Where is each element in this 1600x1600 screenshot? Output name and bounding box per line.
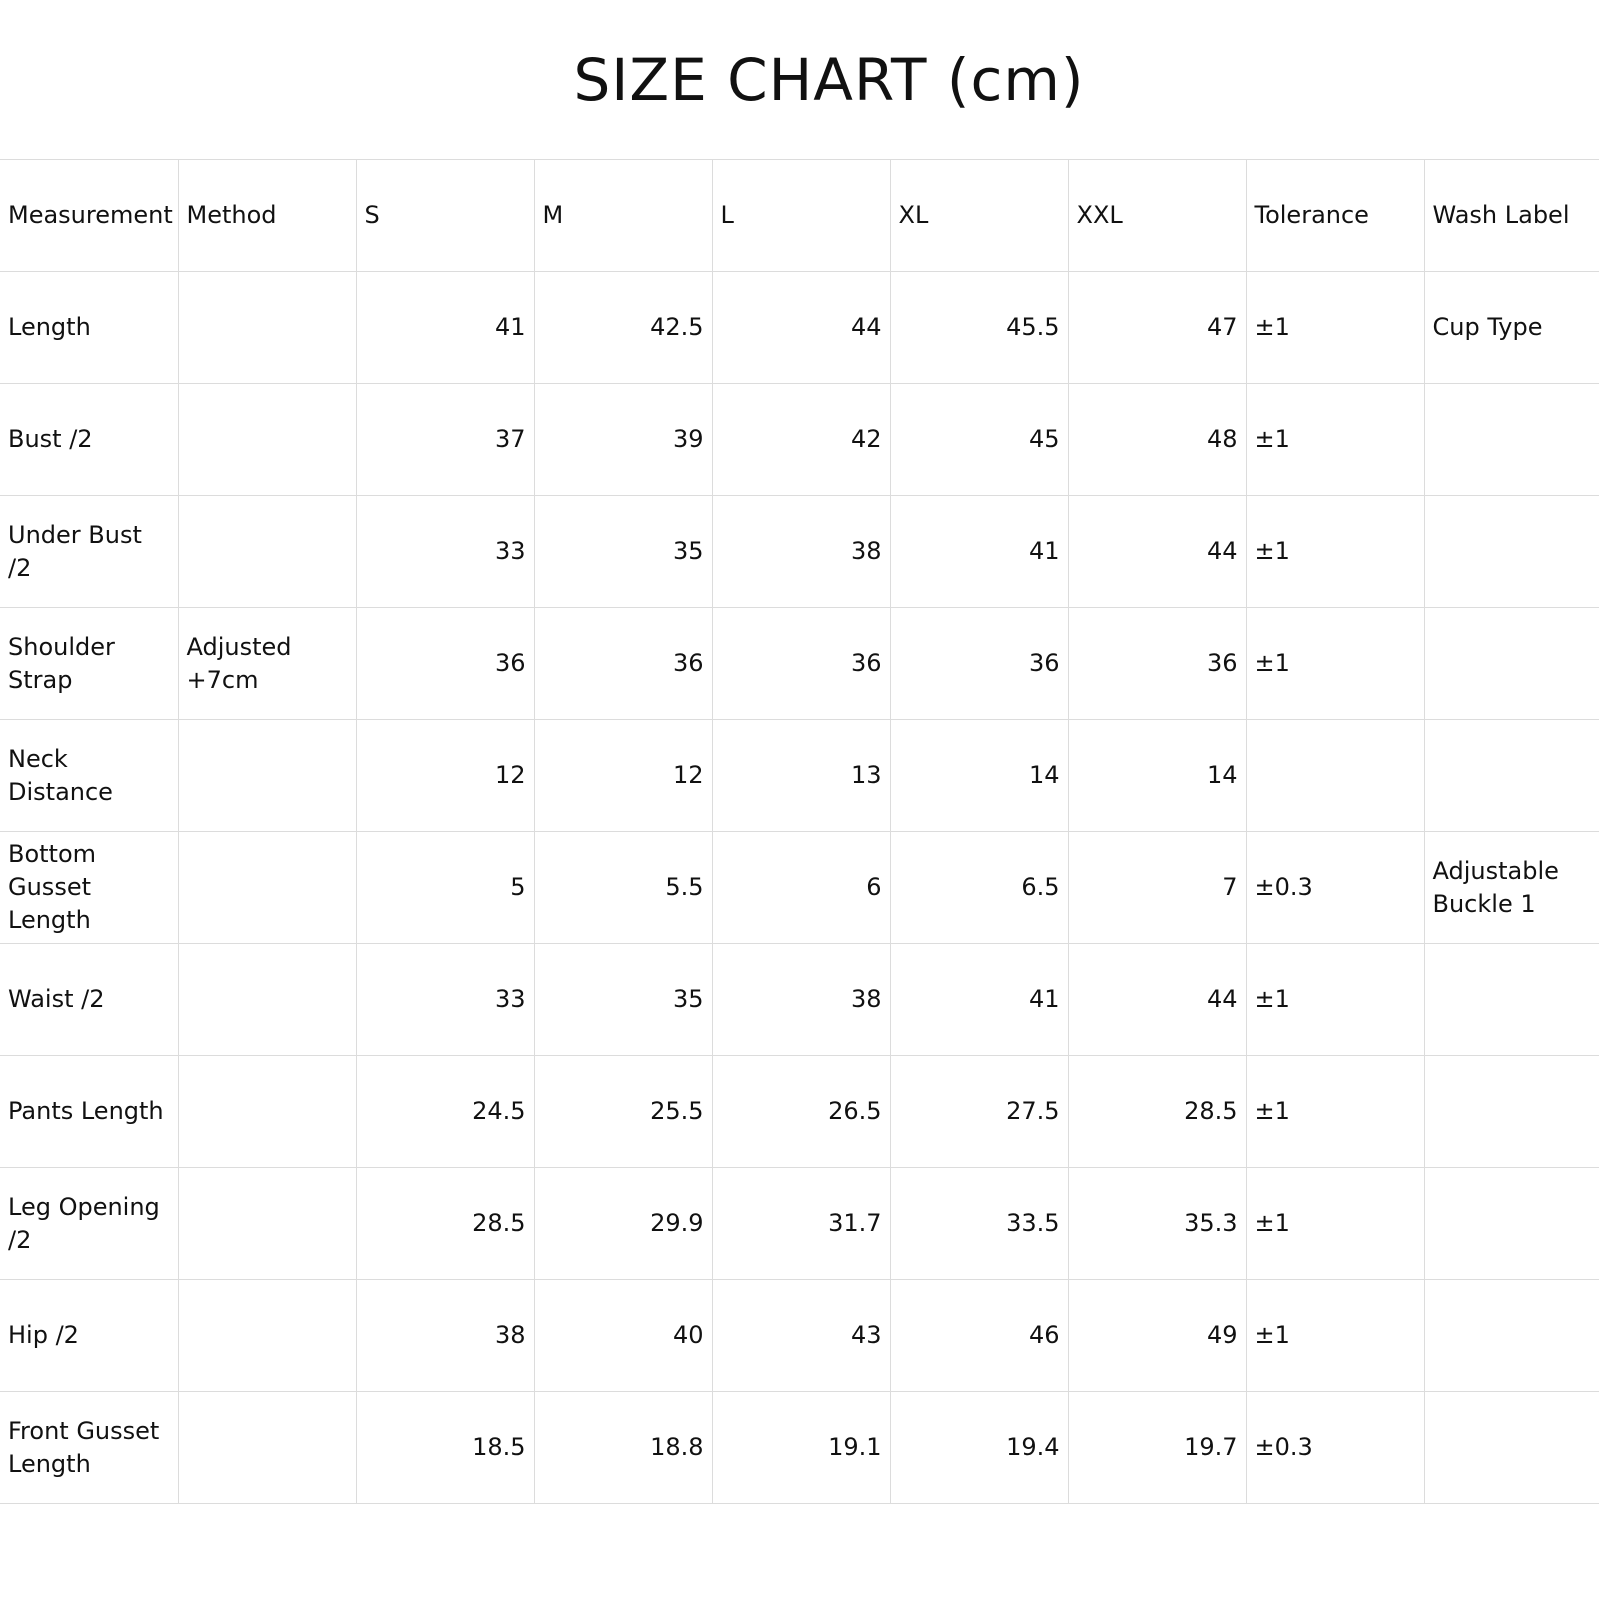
cell-method — [178, 1392, 356, 1504]
cell-size-m: 35 — [534, 496, 712, 608]
cell-size-xxl: 19.7 — [1068, 1392, 1246, 1504]
header-size-xxl: XXL — [1068, 160, 1246, 272]
cell-size-l: 31.7 — [712, 1168, 890, 1280]
header-size-xl: XL — [890, 160, 1068, 272]
cell-wash-label — [1424, 384, 1599, 496]
cell-method — [178, 384, 356, 496]
table-header-row — [0, 160, 1599, 272]
cell-wash-label — [1424, 1056, 1599, 1168]
header-size-s: S — [356, 160, 534, 272]
cell-size-l: 43 — [712, 1280, 890, 1392]
cell-wash-label: Cup Type — [1424, 272, 1599, 384]
table-row — [0, 1056, 1599, 1168]
cell-wash-label — [1424, 608, 1599, 720]
cell-size-m: 39 — [534, 384, 712, 496]
header-size-l: L — [712, 160, 890, 272]
cell-tolerance — [1246, 720, 1424, 832]
cell-measurement: Shoulder Strap — [0, 608, 178, 720]
table-row — [0, 944, 1599, 1056]
cell-size-xl: 36 — [890, 608, 1068, 720]
cell-size-xl: 45 — [890, 384, 1068, 496]
cell-size-l: 42 — [712, 384, 890, 496]
cell-measurement: Length — [0, 272, 178, 384]
cell-size-xxl: 14 — [1068, 720, 1246, 832]
cell-size-m: 29.9 — [534, 1168, 712, 1280]
cell-size-xxl: 47 — [1068, 272, 1246, 384]
cell-size-m: 25.5 — [534, 1056, 712, 1168]
header-size-m: M — [534, 160, 712, 272]
cell-size-m: 12 — [534, 720, 712, 832]
cell-tolerance: ±0.3 — [1246, 832, 1424, 944]
table-row — [0, 608, 1599, 720]
cell-tolerance: ±1 — [1246, 384, 1424, 496]
cell-size-s: 33 — [356, 496, 534, 608]
cell-method — [178, 1056, 356, 1168]
cell-measurement: Front Gusset Length — [0, 1392, 178, 1504]
cell-wash-label: Adjustable Buckle 1 — [1424, 832, 1599, 944]
cell-measurement: Hip /2 — [0, 1280, 178, 1392]
table-row — [0, 720, 1599, 832]
cell-size-xxl: 44 — [1068, 496, 1246, 608]
cell-measurement: Bottom Gusset Length — [0, 832, 178, 944]
cell-size-xxl: 44 — [1068, 944, 1246, 1056]
cell-size-m: 35 — [534, 944, 712, 1056]
cell-tolerance: ±1 — [1246, 1056, 1424, 1168]
cell-size-m: 5.5 — [534, 832, 712, 944]
table-row — [0, 832, 1599, 944]
cell-size-m: 42.5 — [534, 272, 712, 384]
cell-tolerance: ±1 — [1246, 496, 1424, 608]
cell-wash-label — [1424, 1280, 1599, 1392]
cell-size-xl: 46 — [890, 1280, 1068, 1392]
cell-size-s: 18.5 — [356, 1392, 534, 1504]
cell-size-l: 19.1 — [712, 1392, 890, 1504]
cell-method — [178, 272, 356, 384]
cell-size-xl: 41 — [890, 496, 1068, 608]
cell-size-xl: 45.5 — [890, 272, 1068, 384]
cell-size-xl: 19.4 — [890, 1392, 1068, 1504]
cell-measurement: Pants Length — [0, 1056, 178, 1168]
cell-size-l: 38 — [712, 496, 890, 608]
cell-size-m: 36 — [534, 608, 712, 720]
cell-method — [178, 1280, 356, 1392]
cell-size-m: 40 — [534, 1280, 712, 1392]
cell-measurement: Bust /2 — [0, 384, 178, 496]
cell-size-s: 38 — [356, 1280, 534, 1392]
table-row — [0, 1392, 1599, 1504]
cell-size-s: 41 — [356, 272, 534, 384]
cell-tolerance: ±1 — [1246, 272, 1424, 384]
cell-size-l: 13 — [712, 720, 890, 832]
size-chart-table — [0, 159, 1599, 1504]
cell-size-s: 33 — [356, 944, 534, 1056]
cell-method — [178, 496, 356, 608]
cell-tolerance: ±1 — [1246, 608, 1424, 720]
cell-tolerance: ±1 — [1246, 1168, 1424, 1280]
header-tolerance: Tolerance — [1246, 160, 1424, 272]
cell-method: Adjusted +7cm — [178, 608, 356, 720]
cell-size-l: 38 — [712, 944, 890, 1056]
cell-wash-label — [1424, 720, 1599, 832]
cell-size-xxl: 7 — [1068, 832, 1246, 944]
cell-wash-label — [1424, 1168, 1599, 1280]
cell-size-xl: 33.5 — [890, 1168, 1068, 1280]
page-title: SIZE CHART (cm) — [573, 46, 1085, 114]
cell-measurement: Waist /2 — [0, 944, 178, 1056]
table-row — [0, 1168, 1599, 1280]
cell-size-s: 37 — [356, 384, 534, 496]
table-row — [0, 272, 1599, 384]
cell-size-xxl: 35.3 — [1068, 1168, 1246, 1280]
cell-size-l: 36 — [712, 608, 890, 720]
cell-tolerance: ±1 — [1246, 1280, 1424, 1392]
cell-tolerance: ±1 — [1246, 944, 1424, 1056]
cell-wash-label — [1424, 944, 1599, 1056]
cell-size-l: 44 — [712, 272, 890, 384]
header-method: Method — [178, 160, 356, 272]
cell-size-s: 12 — [356, 720, 534, 832]
cell-size-xxl: 48 — [1068, 384, 1246, 496]
header-measurement: Measurement — [0, 160, 178, 272]
cell-measurement: Neck Distance — [0, 720, 178, 832]
table-row — [0, 496, 1599, 608]
cell-size-xxl: 36 — [1068, 608, 1246, 720]
cell-size-l: 26.5 — [712, 1056, 890, 1168]
cell-size-s: 28.5 — [356, 1168, 534, 1280]
cell-wash-label — [1424, 496, 1599, 608]
cell-size-xxl: 28.5 — [1068, 1056, 1246, 1168]
cell-measurement: Under Bust /2 — [0, 496, 178, 608]
cell-size-xl: 6.5 — [890, 832, 1068, 944]
header-wash-label: Wash Label — [1424, 160, 1599, 272]
cell-tolerance: ±0.3 — [1246, 1392, 1424, 1504]
cell-size-xxl: 49 — [1068, 1280, 1246, 1392]
table-row — [0, 384, 1599, 496]
cell-size-m: 18.8 — [534, 1392, 712, 1504]
cell-method — [178, 944, 356, 1056]
cell-size-s: 5 — [356, 832, 534, 944]
cell-method — [178, 720, 356, 832]
cell-method — [178, 832, 356, 944]
cell-size-xl: 27.5 — [890, 1056, 1068, 1168]
cell-size-xl: 41 — [890, 944, 1068, 1056]
cell-size-s: 24.5 — [356, 1056, 534, 1168]
cell-measurement: Leg Opening /2 — [0, 1168, 178, 1280]
cell-method — [178, 1168, 356, 1280]
cell-wash-label — [1424, 1392, 1599, 1504]
table-row — [0, 1280, 1599, 1392]
cell-size-s: 36 — [356, 608, 534, 720]
cell-size-l: 6 — [712, 832, 890, 944]
cell-size-xl: 14 — [890, 720, 1068, 832]
